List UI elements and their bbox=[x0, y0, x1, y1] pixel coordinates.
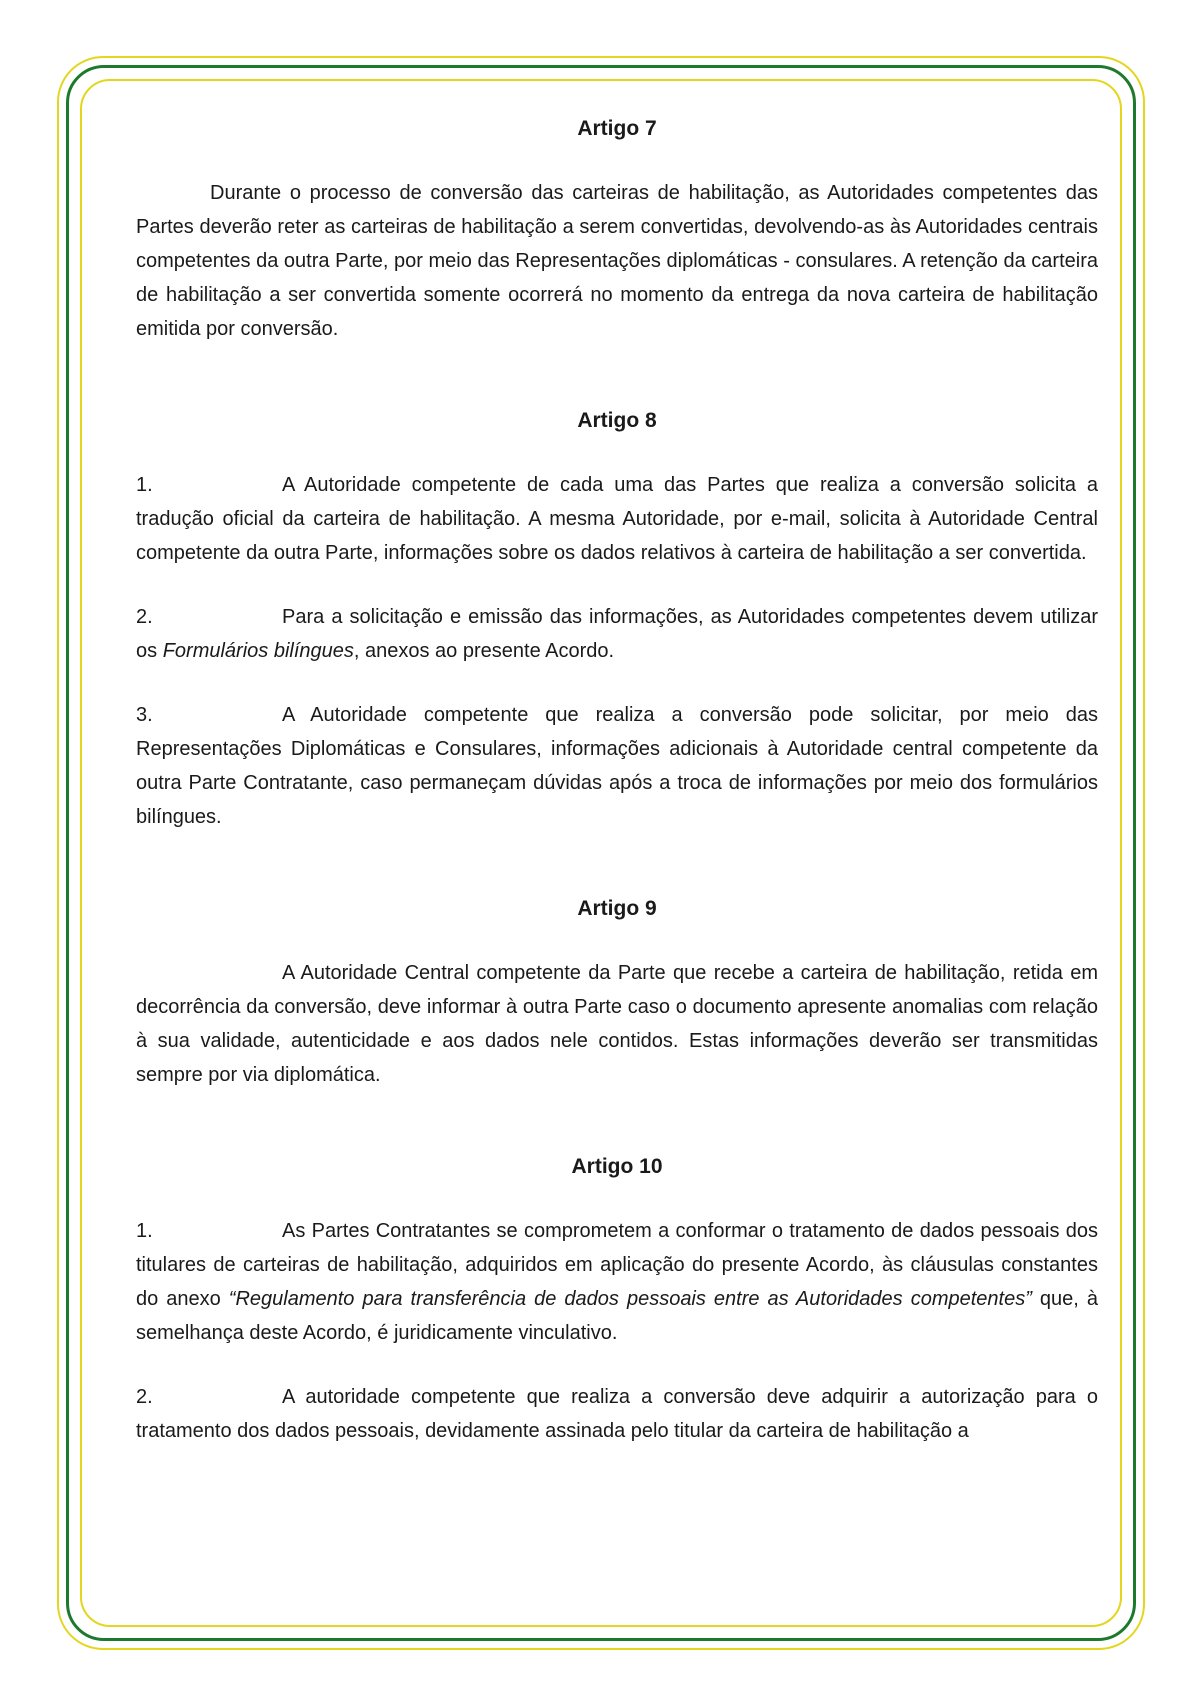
article-7-heading: Artigo 7 bbox=[577, 117, 657, 140]
item-text-before: As Partes Contratantes se comprometem a conformar o tratamento de dados pessoais dos titulares de carteiras de habilitação, adquiridos em aplicação do presente Acordo, às cláusulas constantes do anexo bbox=[136, 1220, 1098, 1310]
article-10 bbox=[136, 1150, 1098, 1448]
document-body bbox=[136, 112, 1098, 1448]
article-8-item-1 bbox=[136, 468, 1098, 570]
article-10-item-1 bbox=[136, 1214, 1098, 1350]
item-number: 2. bbox=[136, 606, 153, 628]
item-number: 1. bbox=[136, 474, 153, 496]
article-9-heading: Artigo 9 bbox=[577, 897, 657, 920]
article-7-paragraph: Durante o processo de conversão das carteiras de habilitação, as Autoridades competentes das Partes deverão reter as carteiras de habilitação a serem convertidas, devolvendo-as às Autoridades centrais competentes da outra Parte, por meio das Representações diplomáticas - consulares. A retenção da carteira de habilitação a ser convertida somente ocorrerá no momento da entrega da nova carteira de habilitação emitida por conversão. bbox=[136, 182, 1098, 340]
item-text-after: que, à semelhança deste Acordo, é juridicamente vinculativo. bbox=[136, 1288, 1098, 1344]
item-text-italic: “Regulamento para transferência de dados pessoais entre as Autoridades competentes” bbox=[228, 1288, 1032, 1310]
item-text-italic: Formulários bilíngues bbox=[162, 640, 354, 662]
article-8-item-2 bbox=[136, 600, 1098, 668]
item-number: 2. bbox=[136, 1386, 153, 1408]
article-8-heading: Artigo 8 bbox=[577, 409, 657, 432]
item-text: A Autoridade competente de cada uma das Partes que realiza a conversão solicita a tradução oficial da carteira de habilitação. A mesma Autoridade, por e-mail, solicita à Autoridade Central competente da outra Parte, informações sobre os dados relativos à carteira de habilitação a ser convertida. bbox=[136, 474, 1098, 564]
item-text: A Autoridade competente que realiza a conversão pode solicitar, por meio das Representações Diplomáticas e Consulares, informações adicionais à Autoridade central competente da outra Parte Contratante, caso permaneçam dúvidas após a troca de informações por meio dos formulários bilíngues. bbox=[136, 704, 1098, 828]
item-number: 1. bbox=[136, 1220, 153, 1242]
item-text-before: Para a solicitação e emissão das informações, as Autoridades competentes devem utilizar os bbox=[136, 606, 1098, 662]
article-8 bbox=[136, 404, 1098, 834]
item-number: 3. bbox=[136, 704, 153, 726]
item-text: A autoridade competente que realiza a conversão deve adquirir a autorização para o tratamento dos dados pessoais, devidamente assinada pelo titular da carteira de habilitação a bbox=[136, 1386, 1098, 1442]
item-text-after: , anexos ao presente Acordo. bbox=[353, 640, 615, 662]
article-8-item-3 bbox=[136, 698, 1098, 834]
article-10-item-2 bbox=[136, 1380, 1098, 1448]
article-7 bbox=[136, 112, 1098, 346]
article-9 bbox=[136, 892, 1098, 1092]
article-10-heading: Artigo 10 bbox=[571, 1155, 663, 1178]
article-9-paragraph: A Autoridade Central competente da Parte que recebe a carteira de habilitação, retida em decorrência da conversão, deve informar à outra Parte caso o documento apresente anomalias com relação à sua validade, autenticidade e aos dados nele contidos. Estas informações deverão ser transmitidas sempre por via diplomática. bbox=[136, 962, 1098, 1086]
